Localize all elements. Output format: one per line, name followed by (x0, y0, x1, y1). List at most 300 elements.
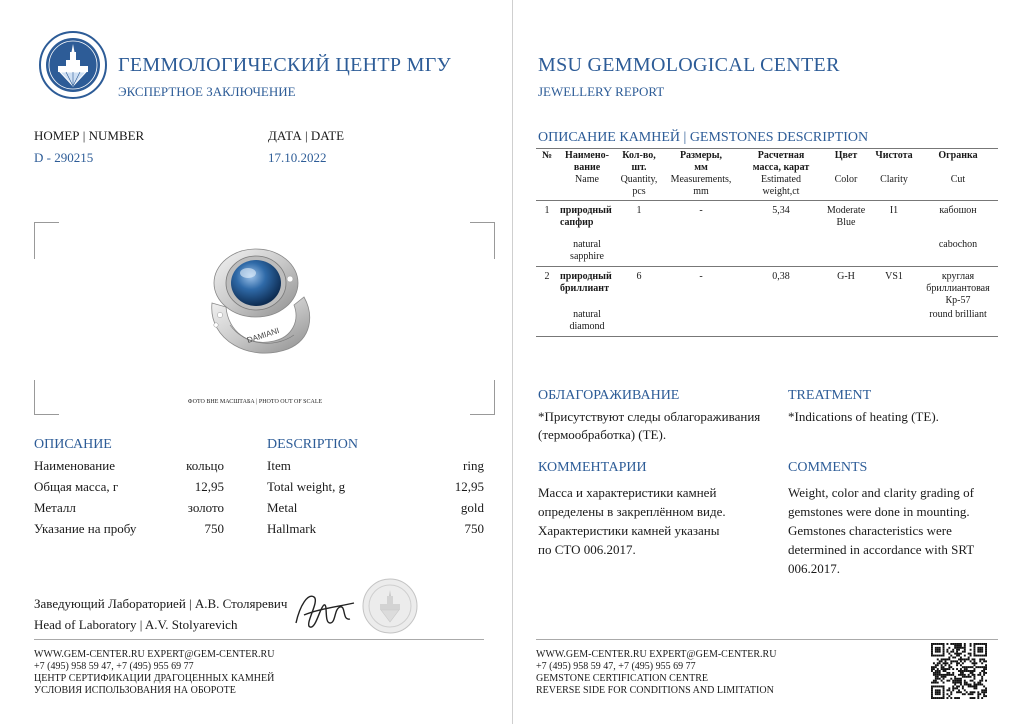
qr-module (964, 680, 966, 682)
qr-module (952, 657, 954, 659)
qr-module (975, 687, 977, 689)
qr-module (941, 685, 943, 687)
qr-module (960, 684, 962, 686)
qr-module (981, 670, 983, 672)
qr-module (981, 680, 983, 682)
qr-module (970, 680, 972, 682)
qr-module (945, 658, 947, 660)
qr-module (977, 695, 979, 697)
qr-module (985, 664, 987, 666)
qr-module (943, 693, 945, 695)
qr-module (958, 662, 960, 664)
qr-module (943, 666, 945, 668)
qr-module (958, 655, 960, 657)
qr-module (956, 691, 958, 693)
qr-module (972, 685, 974, 687)
qr-module (939, 693, 941, 695)
qr-module (981, 643, 983, 645)
number-label: НОМЕР | NUMBER (34, 128, 145, 143)
qr-module (958, 658, 960, 660)
qr-module (979, 684, 981, 686)
gem-quantity: 1 (636, 205, 642, 216)
qr-module (966, 658, 968, 660)
footer-line: ЦЕНТР СЕРТИФИКАЦИИ ДРАГОЦЕННЫХ КАМНЕЙ (34, 673, 275, 684)
qr-module (931, 666, 933, 668)
gem-name-en: natural sapphire (570, 239, 604, 262)
qr-module (983, 691, 985, 693)
qr-module (948, 695, 950, 697)
qr-module (966, 676, 968, 678)
qr-module (954, 682, 956, 684)
qr-module (966, 684, 968, 686)
qr-module (979, 649, 981, 651)
qr-module (935, 666, 937, 668)
qr-module (956, 643, 958, 645)
qr-module (960, 682, 962, 684)
qr-module (973, 670, 975, 672)
qr-module (950, 678, 952, 680)
qr-module (935, 674, 937, 676)
qr-module (981, 647, 983, 649)
gem-cut-en: cabochon (938, 239, 978, 250)
qr-module (968, 684, 970, 686)
qr-module (937, 685, 939, 687)
qr-module (956, 645, 958, 647)
qr-module (943, 691, 945, 693)
qr-module (981, 651, 983, 653)
qr-module (973, 685, 975, 687)
table-top-rule (536, 148, 998, 149)
qr-module (933, 662, 935, 664)
qr-module (981, 697, 983, 699)
qr-module (939, 672, 941, 674)
qr-module (937, 664, 939, 666)
qr-module (954, 643, 956, 645)
gem-color: Moderate Blue (826, 205, 866, 228)
qr-module (981, 676, 983, 678)
qr-module (941, 658, 943, 660)
qr-module (931, 687, 933, 689)
qr-module (939, 689, 941, 691)
qr-module (952, 660, 954, 662)
qr-module (956, 682, 958, 684)
qr-module (941, 676, 943, 678)
desc-en-value: ring (463, 458, 484, 473)
qr-module (943, 674, 945, 676)
qr-module (960, 658, 962, 660)
qr-module (985, 643, 987, 645)
qr-module (970, 666, 972, 668)
qr-module (983, 658, 985, 660)
qr-module (948, 689, 950, 691)
qr-module (935, 670, 937, 672)
qr-module (933, 697, 935, 699)
desc-en-label: Item (267, 458, 291, 473)
qr-module (973, 691, 975, 693)
qr-module (960, 678, 962, 680)
qr-module (931, 695, 933, 697)
qr-module (979, 647, 981, 649)
gem-number: 1 (544, 205, 550, 216)
qr-module (958, 691, 960, 693)
qr-module (981, 655, 983, 657)
qr-module (943, 685, 945, 687)
qr-module (937, 678, 939, 680)
qr-module (979, 658, 981, 660)
col-header: Measurements, mm (670, 174, 732, 197)
qr-module (979, 672, 981, 674)
qr-module (948, 647, 950, 649)
qr-module (972, 680, 974, 682)
qr-module (970, 691, 972, 693)
msu-building-logo-icon (38, 30, 108, 100)
qr-module (981, 662, 983, 664)
qr-module (954, 660, 956, 662)
qr-module (972, 697, 974, 699)
qr-module (931, 643, 933, 645)
qr-module (935, 680, 937, 682)
qr-module (973, 678, 975, 680)
qr-module (954, 645, 956, 647)
col-header: Cut (950, 174, 966, 185)
qr-module (935, 672, 937, 674)
qr-module (964, 647, 966, 649)
gemstones-heading: ОПИСАНИЕ КАМНЕЙ | GEMSTONES DESCRIPTION (538, 130, 869, 145)
col-header: Огранка (938, 150, 978, 161)
qr-module (956, 660, 958, 662)
qr-module (943, 678, 945, 680)
qr-module (937, 672, 939, 674)
qr-module (968, 658, 970, 660)
qr-module (943, 697, 945, 699)
qr-module (935, 676, 937, 678)
qr-module (945, 664, 947, 666)
qr-module (933, 672, 935, 674)
qr-module (937, 647, 939, 649)
qr-module (943, 662, 945, 664)
qr-module (977, 666, 979, 668)
qr-module (956, 687, 958, 689)
qr-module (985, 660, 987, 662)
qr-module (935, 691, 937, 693)
qr-module (939, 674, 941, 676)
qr-module (941, 666, 943, 668)
qr-module (941, 674, 943, 676)
desc-ru-label: Наименование (34, 458, 115, 473)
number-value: D - 290215 (34, 150, 94, 165)
qr-module (958, 647, 960, 649)
qr-module (956, 655, 958, 657)
col-header: Clarity (880, 174, 908, 185)
org-title-ru: ГЕММОЛОГИЧЕСКИЙ ЦЕНТР МГУ (118, 54, 452, 76)
qr-module (956, 647, 958, 649)
qr-module (979, 680, 981, 682)
qr-module (943, 647, 945, 649)
qr-module (964, 660, 966, 662)
qr-module (950, 655, 952, 657)
qr-module (958, 678, 960, 680)
gem-weight: 0,38 (772, 271, 790, 282)
qr-module (966, 670, 968, 672)
qr-module (952, 685, 954, 687)
qr-module (983, 672, 985, 674)
footer-line: +7 (495) 958 59 47, +7 (495) 955 69 77 (536, 661, 696, 672)
qr-module (968, 653, 970, 655)
qr-module (937, 649, 939, 651)
qr-module (950, 666, 952, 668)
comments-ru-heading: КОММЕНТАРИИ (538, 460, 647, 475)
qr-module (973, 651, 975, 653)
qr-module (973, 668, 975, 670)
qr-module (952, 680, 954, 682)
qr-module (973, 687, 975, 689)
qr-module (937, 676, 939, 678)
qr-module (966, 691, 968, 693)
qr-module (958, 697, 960, 699)
qr-module (977, 649, 979, 651)
qr-module (952, 689, 954, 691)
qr-module (935, 689, 937, 691)
qr-module (950, 643, 952, 645)
qr-module (977, 674, 979, 676)
treatment-en-heading: TREATMENT (788, 388, 872, 403)
qr-module (972, 674, 974, 676)
qr-module (970, 660, 972, 662)
qr-module (973, 684, 975, 686)
qr-module (977, 682, 979, 684)
qr-module (970, 693, 972, 695)
head-of-lab-en: Head of Laboratory | A.V. Stolyarevich (34, 617, 238, 632)
head-of-lab-ru: Заведующий Лабораторией | А.В. Столяревич (34, 596, 288, 611)
qr-module (962, 685, 964, 687)
qr-module (960, 645, 962, 647)
qr-module (937, 643, 939, 645)
qr-module (958, 680, 960, 682)
doc-type-ru: ЭКСПЕРТНОЕ ЗАКЛЮЧЕНИЕ (118, 84, 296, 99)
qr-module (948, 657, 950, 659)
qr-module (975, 662, 977, 664)
qr-module (956, 668, 958, 670)
qr-module (950, 660, 952, 662)
qr-module (985, 668, 987, 670)
qr-module (931, 647, 933, 649)
qr-module (975, 643, 977, 645)
table-row (536, 267, 998, 308)
qr-module (937, 697, 939, 699)
col-header: Quantity, pcs (620, 174, 658, 197)
qr-module (943, 645, 945, 647)
gemstones-table (536, 150, 998, 337)
qr-module (983, 685, 985, 687)
qr-module (931, 651, 933, 653)
qr-module (985, 647, 987, 649)
gem-name-ru: природный сапфир (560, 205, 612, 228)
qr-module (966, 666, 968, 668)
qr-module (937, 674, 939, 676)
qr-module (941, 660, 943, 662)
qr-module (962, 670, 964, 672)
qr-module (964, 689, 966, 691)
ring-photo (190, 245, 330, 365)
qr-module (973, 643, 975, 645)
qr-module (935, 682, 937, 684)
qr-module (960, 674, 962, 676)
desc-ru-label: Общая масса, г (34, 479, 119, 494)
qr-module (968, 676, 970, 678)
qr-module (970, 670, 972, 672)
qr-module (943, 653, 945, 655)
qr-module (966, 682, 968, 684)
qr-module (960, 647, 962, 649)
qr-module (983, 660, 985, 662)
qr-module (985, 649, 987, 651)
qr-module (968, 674, 970, 676)
qr-module (958, 685, 960, 687)
qr-module (935, 693, 937, 695)
qr-module (964, 666, 966, 668)
qr-module (935, 647, 937, 649)
col-header: Цвет (834, 150, 858, 161)
org-title-en: MSU GEMMOLOGICAL CENTER (538, 54, 840, 76)
qr-module (937, 658, 939, 660)
treatment-ru-heading: ОБЛАГОРАЖИВАНИЕ (538, 388, 680, 403)
qr-module (960, 691, 962, 693)
qr-module (935, 651, 937, 653)
qr-module (960, 670, 962, 672)
footer-line: WWW.GEM-CENTER.RU EXPERT@GEM-CENTER.RU (536, 649, 777, 660)
qr-module (946, 693, 948, 695)
date-value: 17.10.2022 (268, 150, 327, 165)
qr-module (933, 674, 935, 676)
photo-caption: ФОТО ВНЕ МАСШТАБА | PHOTO OUT OF SCALE (187, 399, 323, 405)
desc-ru-value: кольцо (186, 458, 224, 473)
qr-module (979, 666, 981, 668)
qr-module (935, 678, 937, 680)
qr-module (935, 664, 937, 666)
qr-module (977, 693, 979, 695)
qr-module (943, 643, 945, 645)
desc-ru-label: Металл (34, 500, 76, 515)
photo-frame-corner (34, 380, 59, 415)
qr-module (973, 655, 975, 657)
qr-module (952, 668, 954, 670)
qr-module (968, 657, 970, 659)
qr-module (972, 658, 974, 660)
qr-module (983, 666, 985, 668)
footer-line: WWW.GEM-CENTER.RU EXPERT@GEM-CENTER.RU (34, 649, 275, 660)
gem-cut-en: round brilliant (929, 309, 987, 320)
qr-module (937, 662, 939, 664)
qr-module (979, 643, 981, 645)
footer-line: GEMSTONE CERTIFICATION CENTRE (536, 673, 708, 684)
qr-module (968, 693, 970, 695)
qr-module (973, 662, 975, 664)
qr-module (933, 655, 935, 657)
table-header-ru (536, 150, 998, 174)
qr-module (964, 682, 966, 684)
qr-module (945, 668, 947, 670)
qr-module (958, 674, 960, 676)
qr-module (939, 643, 941, 645)
gem-quantity: 6 (636, 271, 642, 282)
qr-module (952, 674, 954, 676)
qr-module (945, 662, 947, 664)
qr-module (931, 670, 933, 672)
qr-module (973, 697, 975, 699)
qr-module (981, 666, 983, 668)
qr-module (973, 658, 975, 660)
qr-module (958, 689, 960, 691)
footer-line: REVERSE SIDE FOR CONDITIONS AND LIMITATION (536, 685, 774, 696)
qr-module (948, 672, 950, 674)
qr-module (983, 674, 985, 676)
qr-module (950, 693, 952, 695)
col-header: Кол-во, шт. (622, 150, 656, 173)
desc-ru-value: золото (187, 500, 224, 515)
qr-module (943, 658, 945, 660)
qr-module (950, 651, 952, 653)
qr-module (954, 684, 956, 686)
qr-module (970, 645, 972, 647)
qr-module (975, 684, 977, 686)
gem-measurements: - (699, 271, 703, 282)
ring-engraving: DAMIANI (245, 326, 281, 345)
qr-module (973, 676, 975, 678)
qr-module (960, 680, 962, 682)
gem-clarity: I1 (889, 205, 899, 216)
qr-module (975, 666, 977, 668)
qr-module (970, 697, 972, 699)
qr-module (970, 684, 972, 686)
qr-module (977, 655, 979, 657)
qr-module (975, 655, 977, 657)
qr-module (931, 689, 933, 691)
qr-module (985, 691, 987, 693)
qr-module (943, 695, 945, 697)
qr-module (937, 693, 939, 695)
qr-module (964, 668, 966, 670)
qr-module (964, 655, 966, 657)
qr-module (935, 697, 937, 699)
qr-module (954, 678, 956, 680)
qr-module (985, 695, 987, 697)
col-header: Наимено- вание (565, 150, 609, 173)
qr-module (945, 670, 947, 672)
qr-module (960, 668, 962, 670)
qr-module (981, 678, 983, 680)
qr-module (945, 676, 947, 678)
qr-module (964, 676, 966, 678)
qr-module (981, 691, 983, 693)
qr-module (983, 655, 985, 657)
footer-line: +7 (495) 958 59 47, +7 (495) 955 69 77 (34, 661, 194, 672)
qr-module (970, 655, 972, 657)
table-row (536, 307, 998, 337)
qr-module (937, 670, 939, 672)
qr-module (977, 684, 979, 686)
qr-module (937, 689, 939, 691)
col-header: Name (575, 174, 599, 185)
qr-module (943, 670, 945, 672)
qr-module (979, 660, 981, 662)
qr-module (954, 647, 956, 649)
qr-module (933, 668, 935, 670)
table-header-en (536, 174, 998, 201)
qr-module (941, 697, 943, 699)
comments-ru-text: Масса и характеристики камней определены в закреплённом виде. Характеристики камней указаны по СТО 006.2017. (538, 485, 726, 557)
gem-number: 2 (544, 271, 550, 282)
col-header (536, 174, 558, 201)
